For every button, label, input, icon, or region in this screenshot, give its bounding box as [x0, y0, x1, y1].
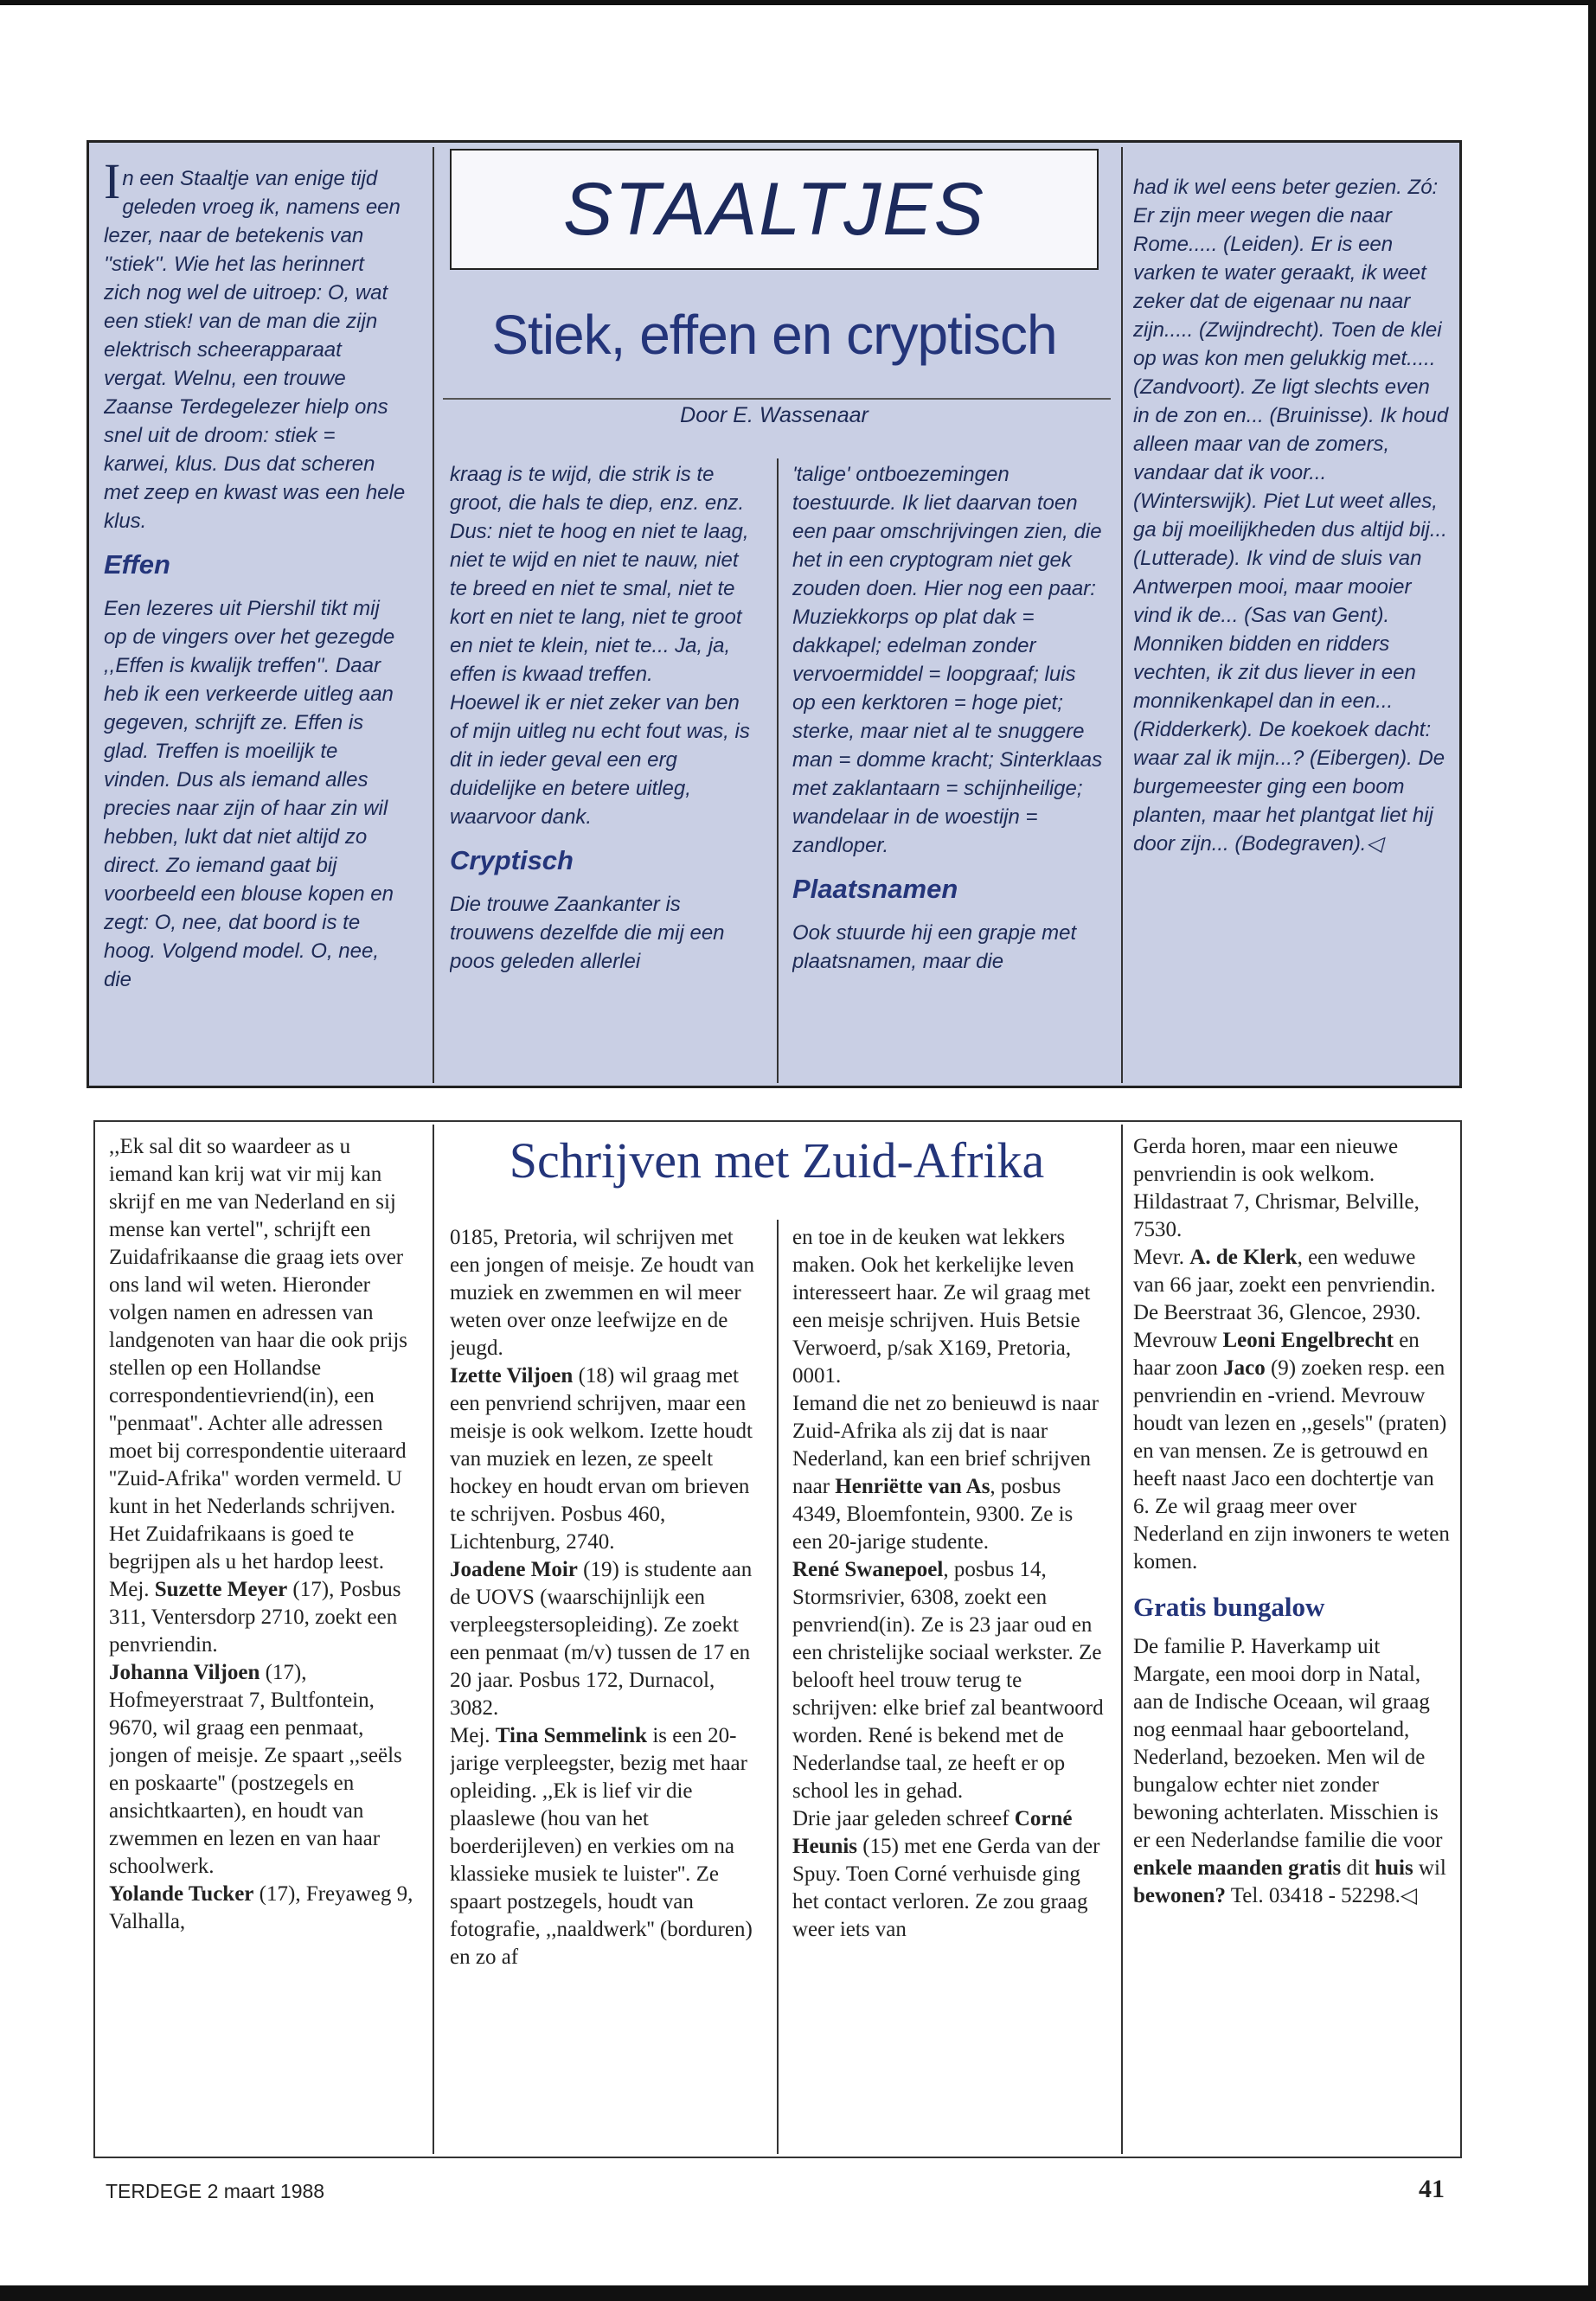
entry-corne: Drie jaar geleden schreef Corné Heunis (15) met ene Gerda van der Spuy. Toen Corné verhuisde ging het contact verloren. Ze zou graag weer iets van	[792, 1807, 1100, 1941]
publication-line: TERDEGE 2 maart 1988	[106, 2180, 325, 2202]
end-mark: ◁	[1400, 1884, 1418, 1907]
heading-effen: Effen	[104, 549, 170, 580]
col2-paragraph: kraag is te wijd, die strik is te groot, die hals te diep, enz. enz. Dus: niet te hoog en niet te laag, niet te wijd en niet te nauw, niet te breed en niet te smal, niet te kort en niet te lang, niet te groot en niet te klein, niet te... Ja, ja, effen is kwaad treffen.	[450, 463, 749, 686]
bottom-column-1	[109, 1133, 413, 2150]
column-divider	[433, 147, 434, 1083]
bottom-column-4	[1133, 1133, 1452, 2150]
kicker-title: STAALTJES	[563, 167, 985, 251]
col3-paragraph: 'talige' ontboezemingen toestuurde. Ik liet daarvan toen een paar omschrijvingen zien, die het in een cryptogram niet gek zouden doen. Hier nog een paar:	[792, 463, 1102, 600]
entry-tina-cont: en toe in de keuken wat lekkers maken. Ook het kerkelijke leven interesseert haar. Ze wil graag met een meisje schrijven. Huis Betsie Verwoerd, p/sak X169, Pretoria, 0001.	[792, 1226, 1091, 1388]
entry-izette: Izette Viljoen (18) wil graag met een penvriend schrijven, maar een meisje is ook welkom. Izette houdt van muziek en lezen, ze speelt hockey en houdt ervan om brieven te schrijven. Posbus 460, Lichtenburg, 2740.	[450, 1364, 753, 1554]
bottom-rule	[0, 2285, 1596, 2301]
entry-joadene: Joadene Moir (19) is studente aan de UOVS (waarschijnlijk een verpleegstersopleiding). Ze zoekt een penmaat (m/v) tussen de 17 en 20 jaar. Posbus 172, Durnacol, 3082.	[450, 1558, 753, 1720]
entry-leoni: Mevrouw Leoni Engelbrecht en haar zoon Jaco (9) zoeken resp. een penvriendin en -vriend. Mevrouw houdt van lezen en ,,gesels'' (praten) en van mensen. Ze is getrouwd en heeft naast Jaco een dochtertje van 6. Ze wil graag meer over Nederland en zijn inwoners te weten komen.	[1133, 1329, 1450, 1574]
top-column-2	[450, 460, 757, 1083]
entry-corne-cont: Gerda horen, maar een nieuwe penvriendin is ook welkom. Hildastraat 7, Chrismar, Belville, 7530.	[1133, 1135, 1420, 1241]
intro-paragraph: In een Staaltje van enige tijd geleden vroeg ik, namens een lezer, naar de betekenis van ''stiek''. Wie het las herinnert zich nog wel de uitroep: O, wat een stiek! van de man die zijn elektrisch scheerapparaat vergat. Welnu, een trouwe Zaanse Terdegelezer hielp ons snel uit de droom: stiek = karwei, klus. Dus dat scheren met zeep en kwast was een hele klus.	[104, 164, 406, 533]
entry-johanna: Johanna Viljoen (17), Hofmeyerstraat 7, Bultfontein, 9670, wil graag een penmaat, jongen of meisje. Ze spaart ,,seëls en poskaarte'' (postzegels en ansichtkaarten), en houdt van zwemmen en lezen en van haar schoolwerk.	[109, 1661, 402, 1878]
right-rule	[1588, 0, 1596, 2301]
top-column-3	[792, 460, 1104, 1083]
entry-yolande: Yolande Tucker (17), Freyaweg 9, Valhalla,	[109, 1882, 413, 1933]
col4-paragraph-2: Er zijn meer wegen die naar Rome..... (Leiden). Er is een varken te water geraakt, ik weet zeker dat de eigenaar nu naar zijn..... (Zwijndrecht). Toen de klei op was kon men gelukkig met..... (Zandvoort). Ze ligt slechts even in de zon en... (Bruinisse). Ik houd alleen maar van de zomers, vandaar dat ik voor... (Winterswijk). Piet Lut weet alles, ga bij moeilijkheden dus altijd bij... (Lutterade). Ik vind de sluis van Antwerpen mooi, maar mooier vind ik de... (Sas van Gent). Monniken bidden en ridders vechten, ik zit dus liever in een monnikenkapel dan in een... (Ridderkerk). De koekoek dacht: waar zal ik mijn...? (Eibergen). De burgemeester ging een boom planten, maar het plantgat liet hij door zijn... (Bodegraven).◁	[1133, 204, 1449, 856]
col4-paragraph: had ik wel eens beter gezien. Zó:	[1133, 176, 1439, 199]
column-divider	[777, 458, 779, 1083]
entry-tina: Mej. Tina Semmelink is een 20-jarige verpleegster, bezig met haar opleiding. ,,Ek is lief vir die plaaslewe (hou van het boerderijleven) en verkies om na klassieke musiek te luister''. Ze spaart postzegels, houdt van fotografie, ,,naaldwerk'' (borduren) en zo af	[450, 1724, 753, 1969]
col2-paragraph-2: Hoewel ik er niet zeker van ben of mijn uitleg nu echt fout was, is dit in ieder geval een erg duidelijke en betere uitleg, waarvoor dank.	[450, 691, 750, 829]
column-divider	[433, 1125, 434, 2154]
byline-rule	[443, 398, 1111, 400]
column-divider	[1121, 1125, 1123, 2154]
effen-paragraph: Een lezeres uit Piershil tikt mij op de vingers over het gezegde ,,Effen is kwalijk treffen''. Daar heb ik een verkeerde uitleg aan gegeven, schrijft ze. Effen is glad. Treffen is moeilijk te vinden. Dus als iemand alles precies naar zijn of haar zin wil hebben, lukt dat niet altijd zo direct. Zo iemand gaat bij voorbeeld een blouse kopen en zegt: O, nee, dat boord is te hoog. Volgend model. O, nee, die	[104, 597, 395, 991]
entry-suzette: Mej. Suzette Meyer (17), Posbus 311, Ventersdorp 2710, zoekt een penvriendin.	[109, 1578, 401, 1657]
heading-bungalow: Gratis bungalow	[1133, 1592, 1325, 1622]
entry-henriette: Iemand die net zo benieuwd is naar Zuid-Afrika als zij dat is naar Nederland, kan een brief schrijven naar Henriëtte van As, posbus 4349, Bloemfontein, 9300. Ze is een 20-jarige studente.	[792, 1392, 1099, 1554]
bungalow-paragraph: De familie P. Haverkamp uit Margate, een mooi dorp in Natal, aan de Indische Oceaan, wil graag nog eenmaal haar geboorteland, Nederland, bezoeken. Men wil de bungalow echter niet zonder bewoning achterlaten. Misschien is er een Nederlandse familie die voor enkele maanden gratis dit huis wil bewonen? Tel. 03418 - 52298.◁	[1133, 1635, 1446, 1907]
bottom-column-3	[792, 1224, 1106, 2150]
heading-plaatsnamen: Plaatsnamen	[792, 874, 958, 904]
heading-cryptisch: Cryptisch	[450, 845, 574, 875]
article-title: Stiek, effen en cryptisch	[491, 304, 1057, 366]
bottom-article-title: Schrijven met Zuid-Afrika	[509, 1132, 1045, 1189]
end-mark: ◁	[1366, 832, 1382, 856]
cryptisch-paragraph: Die trouwe Zaankanter is trouwens dezelfde die mij een poos geleden allerlei	[450, 893, 725, 973]
plaatsnamen-paragraph: Ook stuurde hij een grapje met plaatsnamen, maar die	[792, 921, 1077, 973]
top-column-1	[104, 164, 407, 1081]
column-divider	[777, 1220, 779, 2154]
kicker-box	[450, 149, 1099, 270]
column-divider	[1121, 147, 1123, 1083]
col3-paragraph-2: Muziekkorps op plat dak = dakkapel; edelman zonder vervoermiddel = loopgraaf; luis op een kerktoren = hoge piet; sterke, maar niet al te snuggere man = domme kracht; Sinterklaas met zaklantaarn = schijnheilige; wandelaar in de woestijn = zandloper.	[792, 606, 1103, 857]
top-rule	[0, 0, 1596, 5]
drop-cap: I	[104, 164, 121, 209]
page-number: 41	[1419, 2175, 1445, 2203]
byline: Door E. Wassenaar	[680, 403, 869, 427]
bottom-column-2	[450, 1224, 761, 2150]
top-column-4	[1133, 173, 1452, 1081]
entry-deklerk: Mevr. A. de Klerk, een weduwe van 66 jaar, zoekt een penvriendin. De Beerstraat 36, Glencoe, 2930.	[1133, 1246, 1436, 1324]
intro-paragraph: ,,Ek sal dit so waardeer as u iemand kan krij wat vir mij kan skrijf en me van Nederland en sij mense kan vertel'', schrijft een Zuidafrikaanse die graag iets over ons land wil weten. Hieronder volgen namen en adressen van landgenoten van haar die ook prijs stellen op een Hollandse correspondentievriend(in), een ''penmaat''. Achter alle adressen moet bij correspondentie uiteraard ''Zuid-Afrika'' worden vermeld. U kunt in het Nederlands schrijven. Het Zuidafrikaans is goed te begrijpen als u het hardop leest.	[109, 1135, 408, 1574]
entry-rene: René Swanepoel, posbus 14, Stormsrivier, 6308, zoekt een penvriend(in). Ze is 23 jaar oud en een christelijke sociaal werkster. Ze belooft heel trouw terug te schrijven: elke brief zal beantwoord worden. René is bekend met de Nederlandse taal, ze heeft er op school les in gehad.	[792, 1558, 1104, 1803]
entry-yolande-cont: 0185, Pretoria, wil schrijven met een jongen of meisje. Ze houdt van muziek en zwemmen en wil meer weten over onze leefwijze en de jeugd.	[450, 1226, 754, 1360]
